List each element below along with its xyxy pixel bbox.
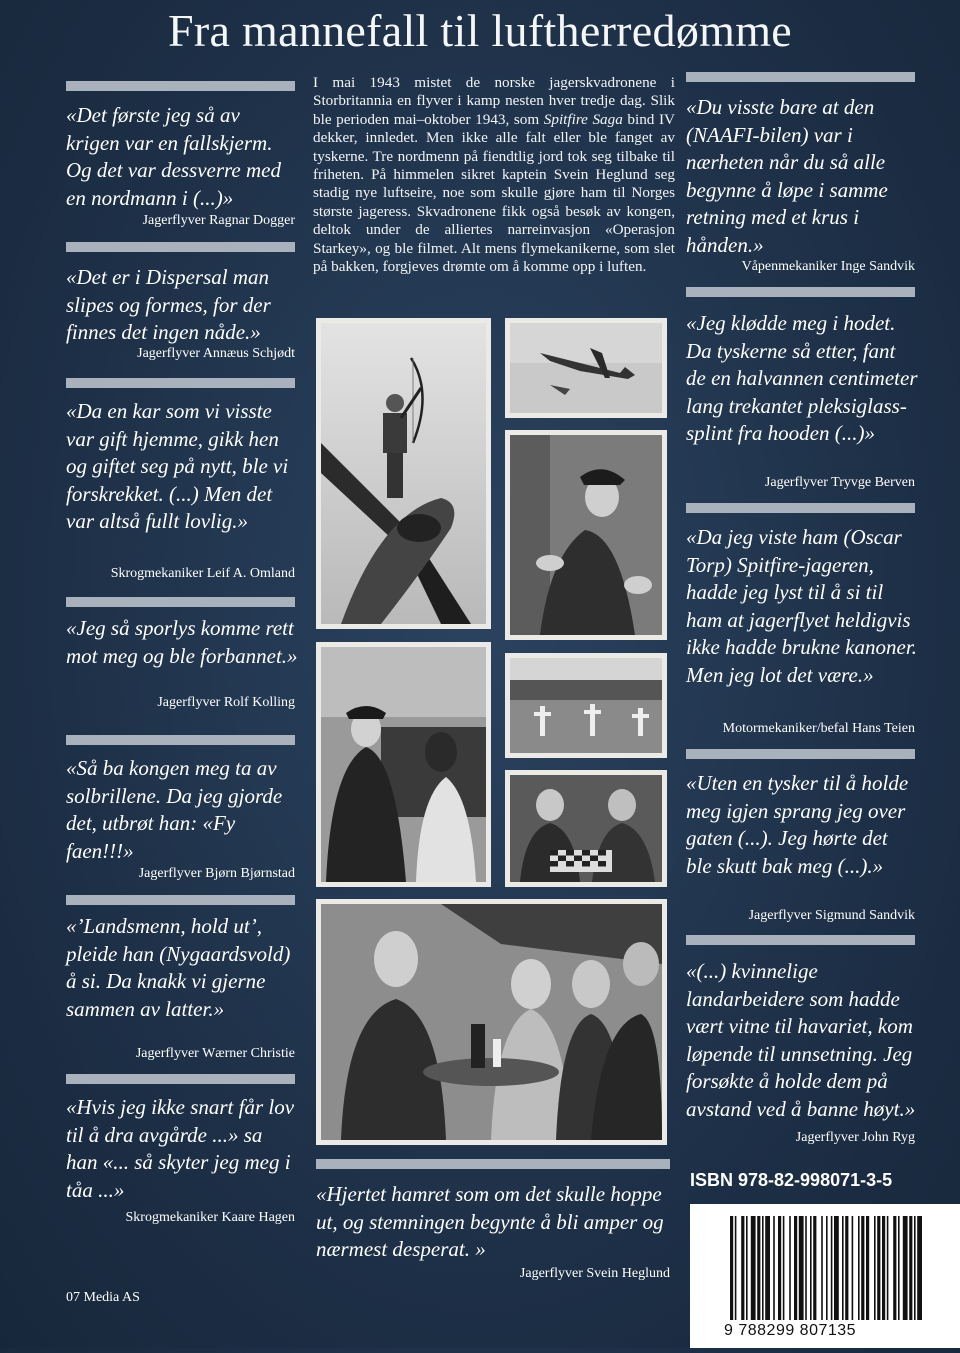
quote-attribution: Jagerflyver Sigmund Sandvik (748, 908, 915, 923)
quote-attribution: Jagerflyver Svein Heglund (519, 1266, 670, 1281)
quote-text: «Uten en tysker til å holde meg igjen sprang jeg over gaten (...). Jeg hørte det ble skutt bak meg (...).» (686, 771, 909, 878)
quote-text: «’Landsmenn, hold ut’, pleide han (Nygaardsvold) å si. Da knakk vi gjerne sammen av latter.» (66, 914, 291, 1021)
intro-book-title: Spitfire Saga (543, 110, 623, 128)
quote-text: «(...) kvinnelige landarbeidere som hadde vært vitne til havariet, kom løpende til unnsetning. Jeg forsøkte å holde dem på avstand ved å banne høyt.» (686, 959, 916, 1121)
quote-text: «Jeg klødde meg i hodet. Da tyskerne så etter, fant de en halvannen centimeter lang trekantet pleksiglass-splint fra hooden (...)» (686, 311, 918, 445)
photo-archer-on-spitfire (316, 318, 491, 629)
quote-text: «Det første jeg så av krigen var en fallskjerm. Og det var dessverre med en nordmann i (...)» (66, 103, 281, 210)
divider-bar (686, 72, 915, 82)
divider-bar (686, 503, 915, 513)
divider-bar (66, 378, 295, 388)
quote-text: «Så ba kongen meg ta av solbrillene. Da jeg gjorde det, utbrøt han: «Fy faen!!!» (66, 756, 283, 863)
divider-bar (686, 749, 915, 759)
quote-text: «Det er i Dispersal man slipes og formes, for der finnes det ingen nåde.» (66, 265, 271, 344)
quote-attribution: Jagerflyver Rolf Kolling (157, 695, 295, 710)
quote-text: «Da en kar som vi visste var gift hjemme, gikk hen og giftet seg på nytt, ble vi forskrekket. (...) Men det var altså fullt lovlig.» (66, 399, 289, 533)
quote-attribution: Jagerflyver Ragnar Dogger (142, 213, 295, 228)
quote-attribution: Motormekaniker/befal Hans Teien (722, 721, 915, 736)
quote-text: «Du visste bare at den (NAAFI-bilen) var i nærheten når du så alle begynne å løpe i samme retning med et krus i hånden.» (686, 95, 888, 257)
intro-text-part1: I mai 1943 mistet de norske jagerskvadronene i Storbritannia en flyver i kamp nesten hver tredje dag. Slik ble perioden mai–oktober 1943, som (313, 74, 675, 128)
quote-attribution: Jagerflyver Bjørn Bjørnstad (138, 866, 295, 881)
quote-text: «Jeg så sporlys komme rett mot meg og ble forbannet.» (66, 616, 298, 668)
quote-attribution: Jagerflyver Tryvge Berven (764, 475, 915, 490)
quote-attribution: Jagerflyver Annæus Schjødt (137, 346, 295, 361)
quote-attribution: Skrogmekaniker Leif A. Omland (110, 566, 295, 581)
quote-attribution: Jagerflyver Wærner Christie (135, 1046, 295, 1061)
photo-officer-gesturing (505, 430, 667, 640)
publisher-name: 07 Media AS (66, 1290, 140, 1305)
photo-group-with-tray (316, 899, 667, 1145)
quote-text: «Da jeg viste ham (Oscar Torp) Spitfire-jageren, hadde jeg lyst til å si til ham at jagerflyet heldigvis ikke hadde brukne kanoner. Men jeg lot det være.» (686, 525, 917, 687)
divider-bar (66, 895, 295, 905)
barcode-digits: 9 788299 807135 (724, 1322, 857, 1339)
divider-bar (66, 597, 295, 607)
divider-bar (66, 242, 295, 252)
photo-chess-players (505, 770, 667, 887)
quote-text: «Hvis jeg ikke snart får lov til å dra avgårde ...» sa han «... så skyter jeg meg i tåa ...» (66, 1095, 295, 1202)
barcode (690, 1204, 960, 1348)
quote-attribution: Jagerflyver John Ryg (795, 1130, 915, 1145)
divider-bar (66, 735, 295, 745)
quote-attribution: Skrogmekaniker Kaare Hagen (125, 1210, 295, 1225)
divider-bar (66, 1074, 295, 1084)
photo-planes-in-flight (505, 318, 667, 418)
photo-king-and-woman (316, 642, 491, 887)
intro-text-part2: bind IV dekker, innledet. Men ikke alle falt eller ble fanget av tyskerne. Tre nordmenn på fiendtlig jord tok seg tilbake til friheten. På himmelen sikret kaptein Svein Heglund seg stadig nye luftseire, noe som skulle gjøre ham til Norges største jageress. Skvadronene fikk også besøk av kongen, deltok under de alliertes narreinvasjon «Operasjon Starkey», og ble filmet. Alt mens flymekanikerne, som slet på bakken, forgjeves drømte om å komme opp i luften. (313, 110, 675, 276)
divider-bar (316, 1159, 670, 1169)
photo-war-graves (505, 653, 667, 758)
isbn-number: ISBN 978-82-998071-3-5 (690, 1170, 893, 1190)
divider-bar (686, 287, 915, 297)
quote-text: «Hjertet hamret som om det skulle hoppe ut, og stemningen begynte å bli amper og nærmest desperat. » (316, 1182, 664, 1261)
divider-bar (686, 935, 915, 945)
page-title: Fra mannefall til luftherredømme (168, 5, 792, 56)
divider-bar (66, 81, 295, 91)
quote-attribution: Våpenmekaniker Inge Sandvik (741, 259, 915, 274)
intro-paragraph (313, 74, 675, 276)
